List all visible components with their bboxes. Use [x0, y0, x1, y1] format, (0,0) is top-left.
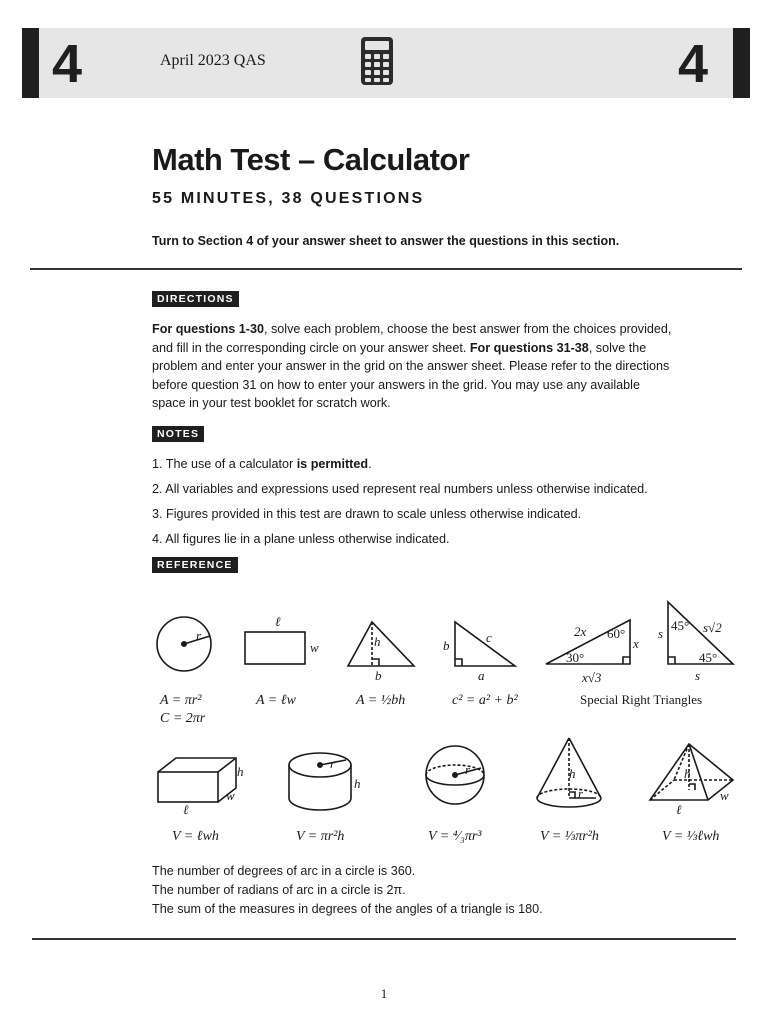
directions-text — [152, 320, 672, 413]
rectangle-figure — [245, 632, 305, 664]
special-right-triangles-label: Special Right Triangles — [580, 692, 703, 707]
cylinder-label-r: r — [330, 756, 336, 771]
section-instruction: Turn to Section 4 of your answer sheet to answer the questions in this section. — [152, 234, 620, 248]
sphere-volume-formula: V = ⁴⁄₃πr³ — [428, 829, 482, 844]
right-triangle-figure — [455, 622, 515, 666]
tri30-label-xroot3: x√3 — [582, 670, 602, 685]
cone-label-h: h — [569, 766, 576, 781]
reference-label: REFERENCE — [152, 557, 238, 573]
reference-facts — [152, 862, 543, 919]
pyramid-volume-formula: V = ⅓ℓwh — [662, 829, 720, 844]
circle-area-formula: A = πr² — [160, 693, 202, 708]
right-triangle-label-c: c — [486, 630, 492, 645]
section-number-right: 4 — [678, 34, 709, 94]
pyramid-label-l: ℓ — [676, 802, 682, 817]
circle-figure — [157, 617, 211, 671]
cylinder-label-h: h — [354, 776, 361, 791]
tri30-label-60: 60° — [607, 626, 626, 641]
reference-figures — [0, 600, 768, 860]
right-triangle-label-b: b — [443, 638, 450, 653]
circle-label-r: r — [196, 628, 202, 643]
tri30-label-2x: 2x — [574, 624, 587, 639]
rectangle-area-formula: A = ℓw — [256, 693, 296, 708]
page-number: 1 — [380, 986, 388, 1001]
prism-volume-formula: V = ℓwh — [172, 829, 219, 844]
cone-label-r: r — [578, 786, 584, 801]
pythagorean-formula: c² = a² + b² — [452, 693, 518, 708]
notes-label: NOTES — [152, 426, 204, 442]
tri30-label-30: 30° — [566, 650, 585, 665]
fact-line: The number of radians of arc in a circle is 2π. — [152, 883, 406, 897]
header-right-bar — [733, 28, 750, 98]
rect-label-w: w — [310, 640, 319, 655]
triangle-area-formula: A = ½bh — [356, 693, 406, 708]
tri45-label-45-bottom: 45° — [699, 650, 718, 665]
directions-label: DIRECTIONS — [152, 291, 239, 307]
tri30-label-x: x — [633, 636, 639, 651]
note-item: 2. All variables and expressions used represent real numbers unless otherwise indicated. — [152, 482, 648, 496]
rect-label-l: ℓ — [275, 614, 281, 629]
test-date: April 2023 QAS — [160, 52, 266, 69]
sphere-figure — [426, 746, 484, 804]
tri45-label-45-top: 45° — [671, 618, 690, 633]
notes-list — [152, 455, 692, 555]
top-divider — [30, 268, 742, 270]
tri45-label-sroot2: s√2 — [703, 620, 722, 635]
header-left-bar — [22, 28, 39, 98]
page-subtitle: 55 MINUTES, 38 QUESTIONS — [152, 190, 425, 207]
section-number-left: 4 — [52, 34, 83, 94]
fact-line: The sum of the measures in degrees of the angles of a triangle is 180. — [152, 902, 543, 916]
calculator-icon — [360, 36, 394, 86]
bottom-divider — [32, 938, 736, 940]
directions-bold-1: For questions 1-30 — [152, 322, 264, 336]
pyramid-label-h: h — [684, 766, 691, 781]
fact-line: The number of degrees of arc in a circle is 360. — [152, 864, 416, 878]
prism-label-w: w — [226, 788, 235, 803]
cylinder-figure — [289, 753, 351, 810]
pyramid-label-w: w — [720, 788, 729, 803]
cone-volume-formula: V = ⅓πr²h — [540, 829, 599, 844]
note-item: 1. The use of a calculator is permitted. — [152, 457, 372, 471]
note-item: 4. All figures lie in a plane unless otherwise indicated. — [152, 532, 450, 546]
triangle-label-b: b — [375, 668, 382, 683]
right-triangle-label-a: a — [478, 668, 485, 683]
rectangular-prism-figure — [158, 758, 236, 802]
tri45-label-s-left: s — [658, 626, 664, 641]
tri45-label-s-bottom: s — [695, 668, 701, 683]
directions-bold-2: For questions 31-38 — [469, 340, 589, 355]
triangle-label-h: h — [374, 634, 381, 649]
directions-text-2: , solve the problem and enter your answer in the grid on the answer sheet. Please refer to the directions before question 31 on how to enter your answers in the grid. You may use any available space in your test booklet for scratch work. — [152, 340, 670, 411]
directions-text-1: , solve each problem, choose the best answer from the choices provided, and fill in the corresponding circle on your answer sheet. — [152, 322, 672, 355]
triangle-figure — [348, 622, 414, 666]
cylinder-volume-formula: V = πr²h — [296, 829, 345, 844]
prism-label-l: ℓ — [183, 802, 189, 817]
sphere-label-r: r — [465, 762, 471, 777]
prism-label-h: h — [237, 764, 244, 779]
circle-circumference-formula: C = 2πr — [160, 711, 206, 726]
page-title: Math Test – Calculator — [152, 142, 470, 177]
note-item: 3. Figures provided in this test are drawn to scale unless otherwise indicated. — [152, 507, 582, 521]
